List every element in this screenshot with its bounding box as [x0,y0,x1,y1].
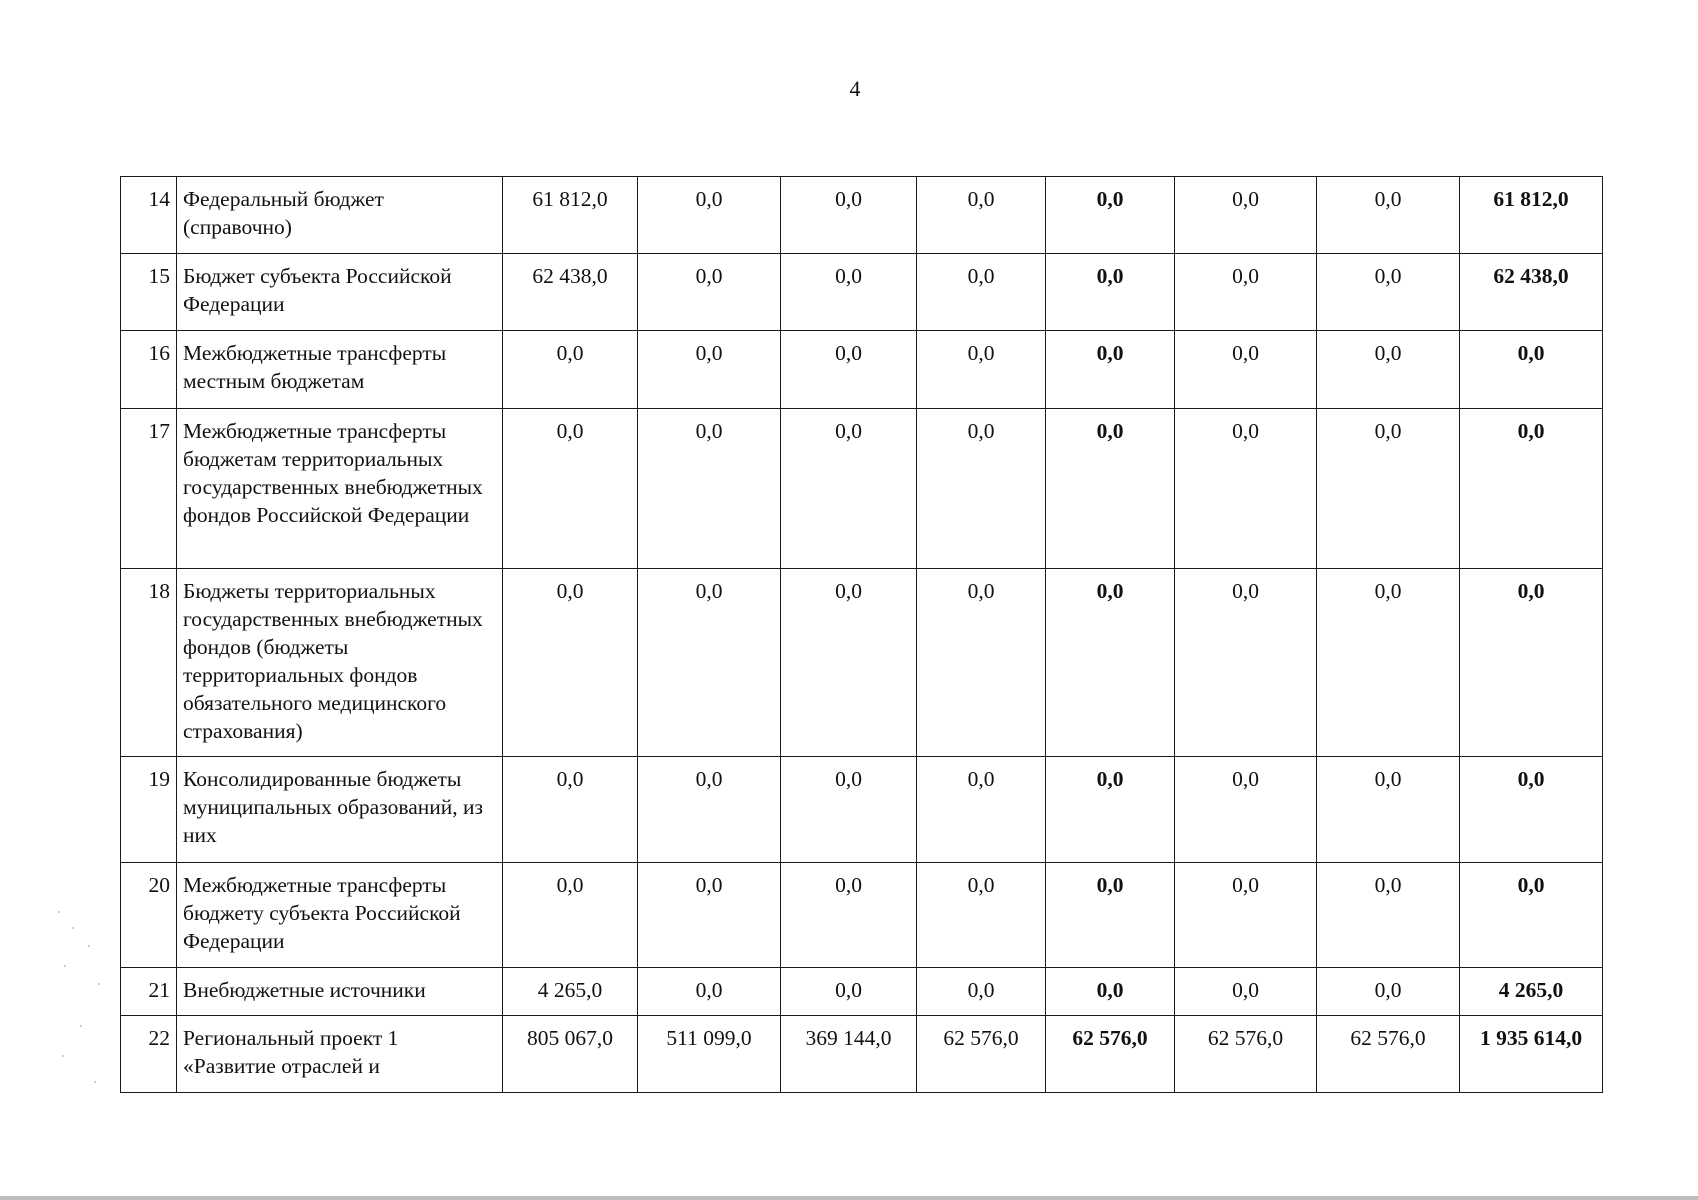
value-cell: 0,0 [638,331,781,409]
value-cell: 62 576,0 [917,1016,1046,1093]
row-name: Бюджеты территориальных государственных внебюджетных фондов (бюджеты территориальных фондов обязательного медицинского страхования) [177,569,503,757]
value-cell: 0,0 [917,968,1046,1016]
row-number: 14 [121,177,177,254]
value-cell: 0,0 [1317,968,1460,1016]
budget-table [120,176,1603,1093]
value-cell: 0,0 [1317,863,1460,968]
value-cell: 0,0 [503,757,638,863]
value-cell: 61 812,0 [503,177,638,254]
row-number: 21 [121,968,177,1016]
value-cell: 0,0 [1175,254,1317,331]
value-cell: 0,0 [1046,331,1175,409]
value-cell: 805 067,0 [503,1016,638,1093]
value-cell: 0,0 [917,331,1046,409]
row-number: 15 [121,254,177,331]
value-cell: 0,0 [638,757,781,863]
value-cell: 0,0 [781,254,917,331]
value-cell: 0,0 [1175,569,1317,757]
value-cell: 0,0 [1317,569,1460,757]
value-cell: 0,0 [781,409,917,569]
value-cell: 0,0 [917,409,1046,569]
value-cell: 0,0 [1175,968,1317,1016]
value-cell: 0,0 [1317,409,1460,569]
table-row [121,569,1603,757]
row-name: Федеральный бюджет (справочно) [177,177,503,254]
value-cell: 0,0 [638,254,781,331]
total-cell: 4 265,0 [1460,968,1603,1016]
value-cell: 511 099,0 [638,1016,781,1093]
row-name: Бюджет субъекта Российской Федерации [177,254,503,331]
value-cell: 0,0 [1046,863,1175,968]
row-number: 16 [121,331,177,409]
total-cell: 0,0 [1460,863,1603,968]
value-cell: 0,0 [638,177,781,254]
value-cell: 0,0 [1317,757,1460,863]
total-cell: 62 438,0 [1460,254,1603,331]
total-cell: 0,0 [1460,331,1603,409]
value-cell: 0,0 [638,968,781,1016]
value-cell: 62 576,0 [1317,1016,1460,1093]
value-cell: 0,0 [1317,177,1460,254]
value-cell: 62 576,0 [1046,1016,1175,1093]
total-cell: 0,0 [1460,569,1603,757]
table-row [121,757,1603,863]
value-cell: 0,0 [503,331,638,409]
scan-artifacts [54,905,114,1095]
table-row [121,1016,1603,1093]
total-cell: 0,0 [1460,409,1603,569]
value-cell: 0,0 [638,863,781,968]
value-cell: 4 265,0 [503,968,638,1016]
row-name: Консолидированные бюджеты муниципальных образований, из них [177,757,503,863]
table-row [121,968,1603,1016]
row-name: Внебюджетные источники [177,968,503,1016]
value-cell: 0,0 [781,968,917,1016]
row-number: 19 [121,757,177,863]
row-name: Региональный проект 1 «Развитие отраслей и [177,1016,503,1093]
table-row [121,254,1603,331]
row-number: 22 [121,1016,177,1093]
table-body [121,177,1603,1093]
row-number: 20 [121,863,177,968]
value-cell: 0,0 [917,569,1046,757]
total-cell: 0,0 [1460,757,1603,863]
value-cell: 0,0 [1175,177,1317,254]
page-bottom-edge [0,1196,1698,1200]
value-cell: 0,0 [1046,757,1175,863]
value-cell: 0,0 [1317,331,1460,409]
value-cell: 0,0 [638,409,781,569]
total-cell: 1 935 614,0 [1460,1016,1603,1093]
value-cell: 369 144,0 [781,1016,917,1093]
value-cell: 0,0 [503,409,638,569]
value-cell: 0,0 [781,177,917,254]
value-cell: 0,0 [917,177,1046,254]
value-cell: 0,0 [781,331,917,409]
table-row [121,177,1603,254]
row-number: 18 [121,569,177,757]
total-cell: 61 812,0 [1460,177,1603,254]
value-cell: 0,0 [1175,331,1317,409]
value-cell: 0,0 [1046,409,1175,569]
value-cell: 0,0 [1175,757,1317,863]
value-cell: 0,0 [1317,254,1460,331]
value-cell: 0,0 [503,863,638,968]
value-cell: 0,0 [917,757,1046,863]
value-cell: 62 576,0 [1175,1016,1317,1093]
value-cell: 0,0 [638,569,781,757]
value-cell: 0,0 [917,254,1046,331]
value-cell: 0,0 [1175,863,1317,968]
row-name: Межбюджетные трансферты бюджету субъекта Российской Федерации [177,863,503,968]
value-cell: 0,0 [503,569,638,757]
value-cell: 0,0 [1046,569,1175,757]
value-cell: 62 438,0 [503,254,638,331]
value-cell: 0,0 [781,863,917,968]
table-row [121,409,1603,569]
page-number: 4 [849,76,861,101]
table-row [121,331,1603,409]
row-name: Межбюджетные трансферты местным бюджетам [177,331,503,409]
value-cell: 0,0 [1046,968,1175,1016]
value-cell: 0,0 [1046,254,1175,331]
value-cell: 0,0 [1175,409,1317,569]
value-cell: 0,0 [917,863,1046,968]
value-cell: 0,0 [781,569,917,757]
row-number: 17 [121,409,177,569]
row-name: Межбюджетные трансферты бюджетам территориальных государственных внебюджетных фондов Российской Федерации [177,409,503,569]
table-row [121,863,1603,968]
value-cell: 0,0 [1046,177,1175,254]
value-cell: 0,0 [781,757,917,863]
